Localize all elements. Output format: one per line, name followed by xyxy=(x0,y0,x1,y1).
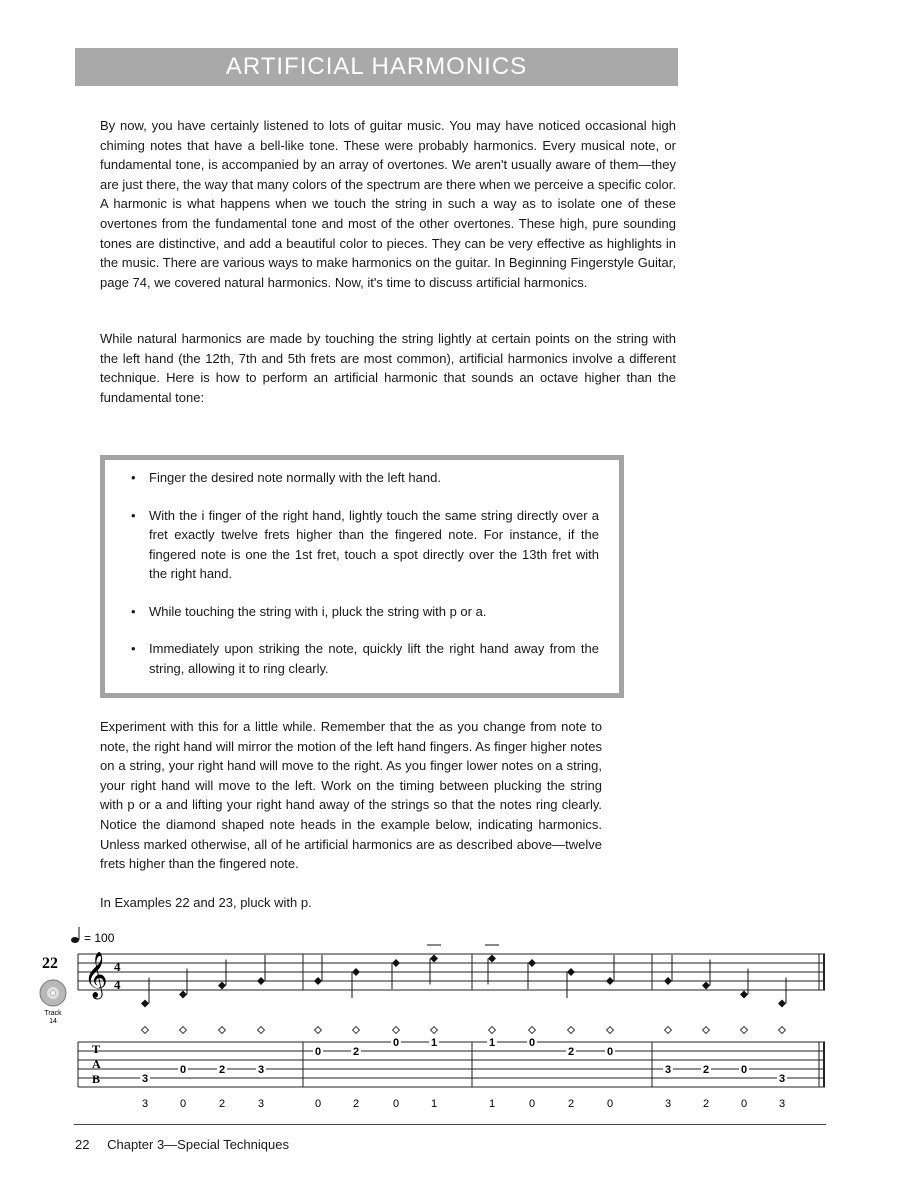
harmonic-diamond-icon xyxy=(180,1027,187,1034)
page-number: 22 xyxy=(75,1137,90,1152)
fret-number-label: 3 xyxy=(664,1098,672,1110)
music-example xyxy=(0,920,900,1115)
staff-note xyxy=(485,945,499,985)
page-footer xyxy=(75,1137,289,1152)
harmonic-diamond-icon xyxy=(741,1027,748,1034)
staff-note xyxy=(740,969,748,999)
staff-note xyxy=(778,978,786,1008)
step-item: • With the i finger of the right hand, lightly touch the same string directly over a fret exactly twelve frets higher than the fingered note. For instance, if the fingered note is one the 1st fret, touch a spot directly over the 13th fret with the right hand. xyxy=(129,506,599,584)
tab-fret-number: 2 xyxy=(218,1064,226,1076)
staff-note xyxy=(392,959,400,989)
step-item: • Immediately upon striking the note, quickly lift the right hand away from the string, allowing it to ring clearly. xyxy=(129,639,599,678)
fret-number-label: 1 xyxy=(430,1098,438,1110)
fret-number-label: 0 xyxy=(528,1098,536,1110)
tab-fret-number: 2 xyxy=(702,1064,710,1076)
harmonic-diamond-icon xyxy=(393,1027,400,1034)
staff-note xyxy=(218,960,226,990)
standard-staff xyxy=(78,954,825,990)
fret-number-label: 0 xyxy=(392,1098,400,1110)
intro-paragraph: By now, you have certainly listened to lots of guitar music. You may have noticed occasional high chiming notes that have a bell-like tone. These were probably harmonics. Every musical note, or fundamental tone, is accompanied by an array of overtones. We aren't usually aware of them—they are just there, the way that many colors of the spectrum are there when we perceive a specific color. A harmonic is what happens when we touch the string in such a way as to isolate one of these overtones from the fundamental tone and most of the other overtones. These high, pure sounding tones are distinctive, and add a beautiful color to pieces. They can be very effective as highlights in the music. There are various ways to make harmonics on the guitar. In Beginning Fingerstyle Guitar, page 74, we covered natural harmonics. Now, it's time to discuss artificial harmonics. xyxy=(100,118,676,290)
harmonic-diamond-icon xyxy=(779,1027,786,1034)
fret-number-label: 0 xyxy=(179,1098,187,1110)
technique-paragraph: While natural harmonics are made by touching the string lightly at certain points on the string with the left hand (the 12th, 7th and 5th frets are most common), artificial harmonics involve a different technique. Here is how to perform an artificial harmonic that sounds an octave higher than the fundamental tone: xyxy=(100,331,676,405)
fret-number-label: 3 xyxy=(778,1098,786,1110)
fret-number-label: 2 xyxy=(567,1098,575,1110)
fret-number-label: 2 xyxy=(352,1098,360,1110)
staff-note xyxy=(427,945,441,985)
title-banner xyxy=(75,48,678,86)
fret-number-label: 2 xyxy=(702,1098,710,1110)
harmonic-diamond-icon xyxy=(219,1027,226,1034)
tab-fret-number: 1 xyxy=(430,1037,438,1049)
staff-note xyxy=(528,959,536,989)
harmonic-diamond-icon xyxy=(568,1027,575,1034)
harmonic-diamond-icon xyxy=(315,1027,322,1034)
harmonic-diamond-icon xyxy=(431,1027,438,1034)
harmonic-diamond-icon xyxy=(703,1027,710,1034)
example-number: 22 xyxy=(42,955,58,972)
tab-fret-number: 1 xyxy=(488,1037,496,1049)
harmonic-diamond-icon xyxy=(489,1027,496,1034)
staff-note xyxy=(567,968,575,998)
harmonic-diamond-icon xyxy=(665,1027,672,1034)
tab-fret-number: 0 xyxy=(606,1046,614,1058)
tab-fret-number: 3 xyxy=(257,1064,265,1076)
fret-number-label: 2 xyxy=(218,1098,226,1110)
staff-note xyxy=(352,968,360,998)
staff-note xyxy=(606,955,614,985)
chapter-title: Chapter 3—Special Techniques xyxy=(107,1137,289,1152)
quarter-note-icon xyxy=(71,937,79,943)
steps-list xyxy=(105,460,619,678)
fret-number-label: 3 xyxy=(141,1098,149,1110)
tab-fret-number: 0 xyxy=(740,1064,748,1076)
tempo-text: = 100 xyxy=(84,931,115,945)
fret-number-label: 0 xyxy=(606,1098,614,1110)
harmonic-diamond-icon xyxy=(607,1027,614,1034)
tempo-marking xyxy=(71,927,115,945)
step-item: • While touching the string with i, pluck the string with p or a. xyxy=(129,602,599,622)
fret-number-label: 3 xyxy=(257,1098,265,1110)
staff-note xyxy=(314,955,322,985)
tab-fret-number: 2 xyxy=(352,1046,360,1058)
tab-fret-number: 0 xyxy=(392,1037,400,1049)
track-label: Track xyxy=(44,1010,62,1017)
tab-fret-number: 0 xyxy=(528,1037,536,1049)
tab-fret-number: 3 xyxy=(141,1073,149,1085)
tab-fret-number: 2 xyxy=(567,1046,575,1058)
tab-letter-t: T xyxy=(92,1042,101,1056)
tab-fret-number: 0 xyxy=(179,1064,187,1076)
fret-number-label: 0 xyxy=(314,1098,322,1110)
staff-note xyxy=(702,960,710,990)
step-item: • Finger the desired note normally with the left hand. xyxy=(129,468,599,488)
harmonic-diamond-icon xyxy=(353,1027,360,1034)
treble-clef-icon: 𝄞 xyxy=(84,952,108,998)
staff-note xyxy=(141,978,149,1008)
fret-number-row xyxy=(142,1098,785,1110)
staff-note xyxy=(179,969,187,999)
time-signature-top: 4 xyxy=(114,959,121,974)
footer-rule xyxy=(74,1124,826,1125)
fret-number-label: 1 xyxy=(488,1098,496,1110)
tab-letter-b: B xyxy=(92,1072,101,1086)
staff-note xyxy=(257,955,265,985)
harmonic-diamond-icon xyxy=(258,1027,265,1034)
harmonic-diamond-icon xyxy=(529,1027,536,1034)
example-instruction: In Examples 22 and 23, pluck with p. xyxy=(100,895,312,910)
track-number: 14 xyxy=(49,1018,57,1025)
page-title: ARTIFICIAL HARMONICS xyxy=(225,53,528,80)
fret-number-label: 0 xyxy=(740,1098,748,1110)
staff-note xyxy=(664,955,672,985)
cd-icon xyxy=(40,980,66,1006)
tab-fret-number: 3 xyxy=(778,1073,786,1085)
tab-letter-a: A xyxy=(92,1057,101,1071)
time-signature-bottom: 4 xyxy=(114,977,121,992)
harmonic-diamond-icon xyxy=(142,1027,149,1034)
tab-staff xyxy=(78,1042,825,1087)
steps-box xyxy=(100,455,624,698)
tab-fret-number: 3 xyxy=(664,1064,672,1076)
practice-paragraph: Experiment with this for a little while. Remember that the as you change from note to note, the right hand will mirror the motion of the left hand fingers. As finger higher notes on a string, your right hand will move to the right. As you finger lower notes on a string, your right hand will move to the left. Work on the timing between plucking the string with p or a and lifting your right hand away of the strings so that the notes ring clearly. Notice the diamond shaped note heads in the example below, indicating harmonics. Unless marked otherwise, all of he artificial harmonics are as described above—twelve frets higher than the fingered note. xyxy=(100,719,602,872)
harmonic-markers xyxy=(142,1027,786,1034)
tab-fret-number: 0 xyxy=(314,1046,322,1058)
